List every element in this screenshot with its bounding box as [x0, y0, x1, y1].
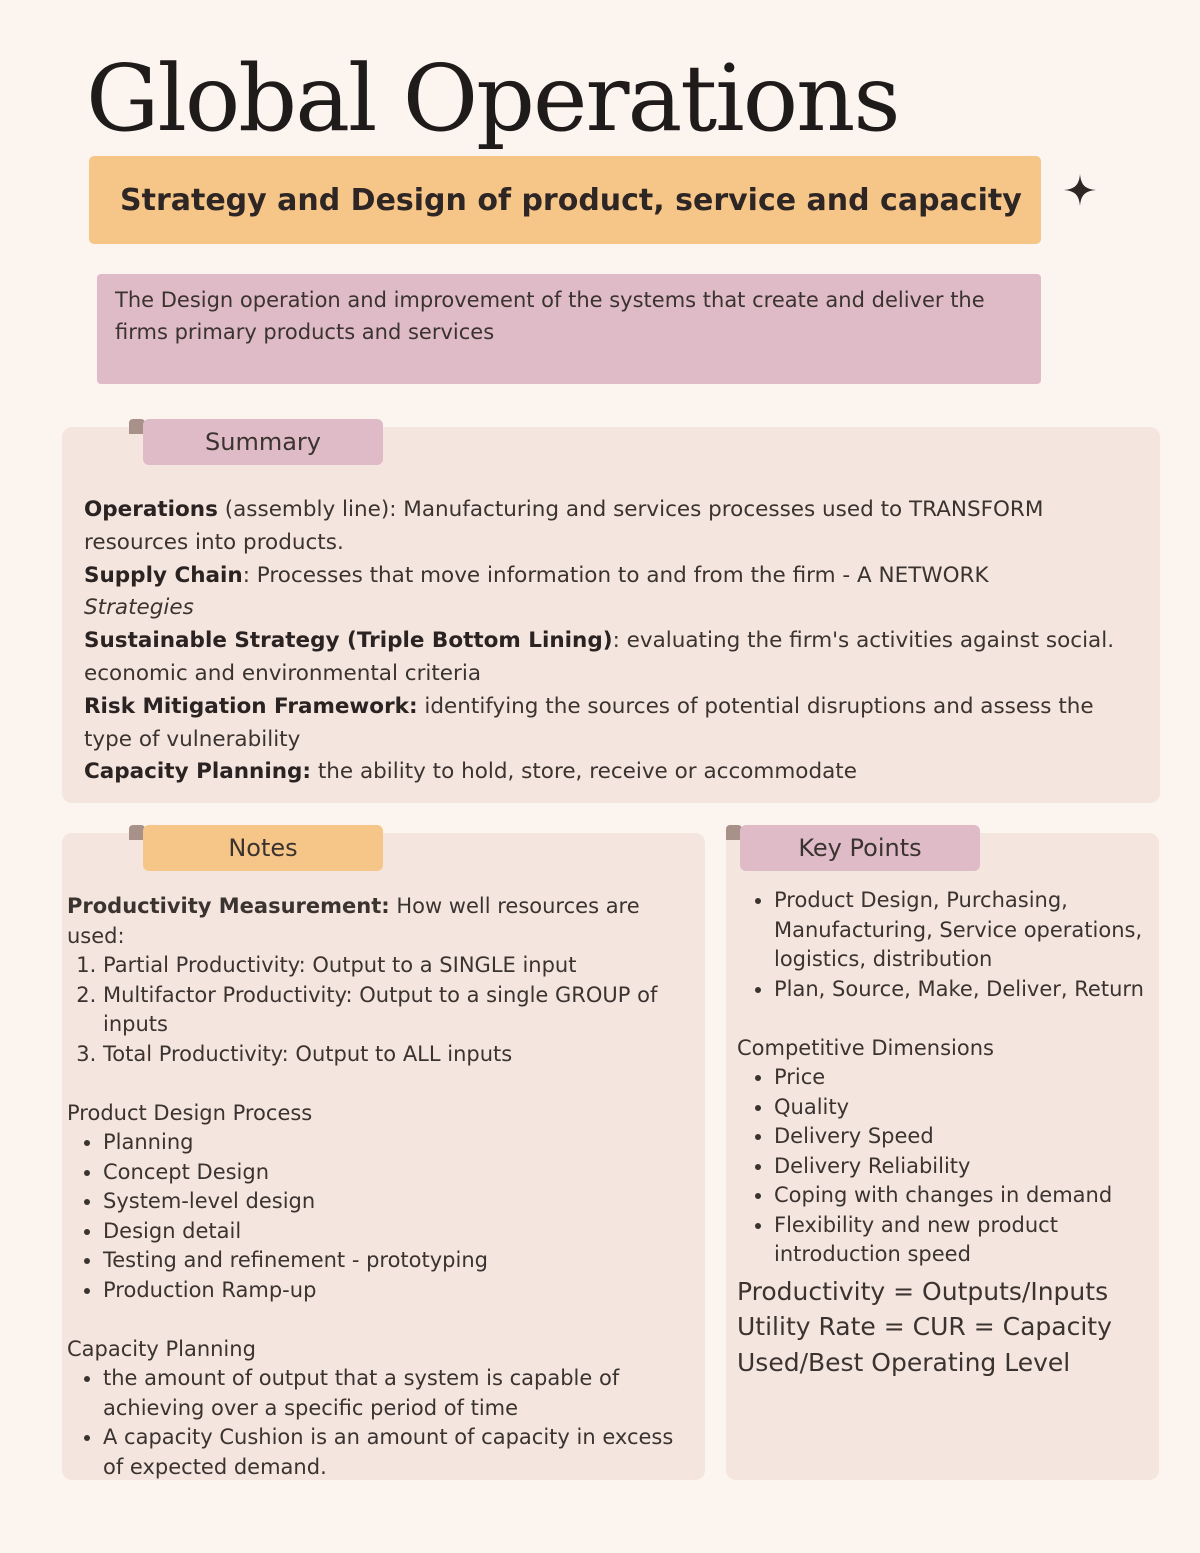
summary-body [84, 494, 1144, 789]
formulas [737, 1274, 1147, 1381]
list-item: • Planning [103, 1128, 697, 1158]
formula-utility-rate: Utility Rate = CUR = Capacity Used/Best Operating Level [737, 1312, 1112, 1377]
term-label: Capacity Planning: [84, 759, 311, 785]
competitive-heading: Competitive Dimensions [737, 1035, 994, 1060]
summary-item-supply-chain [84, 560, 1144, 593]
list-item: • Product Design, Purchasing, Manufacturing, Service operations, logistics, distribution [774, 886, 1147, 975]
formula-productivity: Productivity = Outputs/Inputs [737, 1276, 1109, 1306]
term-label: Sustainable Strategy (Triple Bottom Lining) [84, 628, 613, 654]
term-label: Supply Chain [84, 562, 243, 588]
productivity-list [67, 951, 697, 1069]
notes-body [67, 892, 697, 1482]
list-item: 1. Partial Productivity: Output to a SINGLE input [103, 951, 697, 981]
summary-tab [143, 419, 383, 465]
term-definition: (assembly line): Manufacturing and services processes used to TRANSFORM resources into products. [84, 497, 1044, 555]
list-item: • Delivery Speed [774, 1122, 1147, 1152]
page-title: Global Operations [86, 45, 899, 152]
term-label: Operations [84, 497, 218, 522]
subtitle-banner [89, 156, 1041, 244]
list-item: • Plan, Source, Make, Deliver, Return [774, 975, 1147, 1005]
description-box: The Design operation and improvement of the systems that create and deliver the firms primary products and services [97, 274, 1041, 384]
list-item: • Production Ramp-up [103, 1276, 697, 1306]
list-item: • Testing and refinement - prototyping [103, 1246, 697, 1276]
list-item: 2. Multifactor Productivity: Output to a single GROUP of inputs [103, 981, 697, 1040]
summary-tab-label: Summary [205, 428, 321, 456]
list-item: • Delivery Reliability [774, 1152, 1147, 1182]
subtitle-text: Strategy and Design of product, service and capacity [120, 182, 1022, 218]
capacity-list [67, 1364, 697, 1482]
term-definition: : evaluating the firm's activities against social. economic and environmental criteria [84, 628, 1115, 686]
summary-item-capacity [84, 756, 1144, 789]
summary-item-risk [84, 691, 1144, 757]
notes-tab-label: Notes [228, 834, 298, 862]
productivity-measurement [67, 892, 697, 951]
summary-strategies-heading [84, 592, 1144, 625]
summary-item-sustainable [84, 625, 1144, 691]
term-label: Productivity Measurement: [67, 894, 390, 918]
strategies-label: Strategies [84, 595, 194, 621]
list-item: • Flexibility and new product introduction speed [774, 1211, 1147, 1270]
competitive-list [737, 1063, 1147, 1270]
capacity-heading: Capacity Planning [67, 1336, 256, 1361]
list-item: • Design detail [103, 1217, 697, 1247]
key-points-tab-label: Key Points [798, 834, 922, 862]
list-item: • the amount of output that a system is capable of achieving over a specific period of time [103, 1364, 697, 1423]
key-points-body [737, 886, 1147, 1380]
summary-item-operations [84, 494, 1144, 560]
key-points-tab [740, 825, 980, 871]
term-definition: the ability to hold, store, receive or accommodate [311, 759, 857, 785]
term-definition: identifying the sources of potential disruptions and assess the type of vulnerability [84, 693, 1094, 752]
key-points-list [737, 886, 1147, 1004]
notes-tab [143, 825, 383, 871]
term-definition: How well resources are used: [67, 894, 640, 948]
sparkle-icon [1062, 172, 1098, 208]
design-process-heading: Product Design Process [67, 1100, 313, 1125]
list-item: • Price [774, 1063, 1147, 1093]
list-item: 3. Total Productivity: Output to ALL inputs [103, 1040, 697, 1070]
design-process-list [67, 1128, 697, 1305]
list-item: • Quality [774, 1093, 1147, 1123]
term-label: Risk Mitigation Framework: [84, 693, 418, 719]
list-item: • Concept Design [103, 1158, 697, 1188]
list-item: • A capacity Cushion is an amount of capacity in excess of expected demand. [103, 1423, 697, 1482]
list-item: • Coping with changes in demand [774, 1181, 1147, 1211]
list-item: • System-level design [103, 1187, 697, 1217]
term-definition: : Processes that move information to and from the firm - A NETWORK [242, 562, 989, 588]
